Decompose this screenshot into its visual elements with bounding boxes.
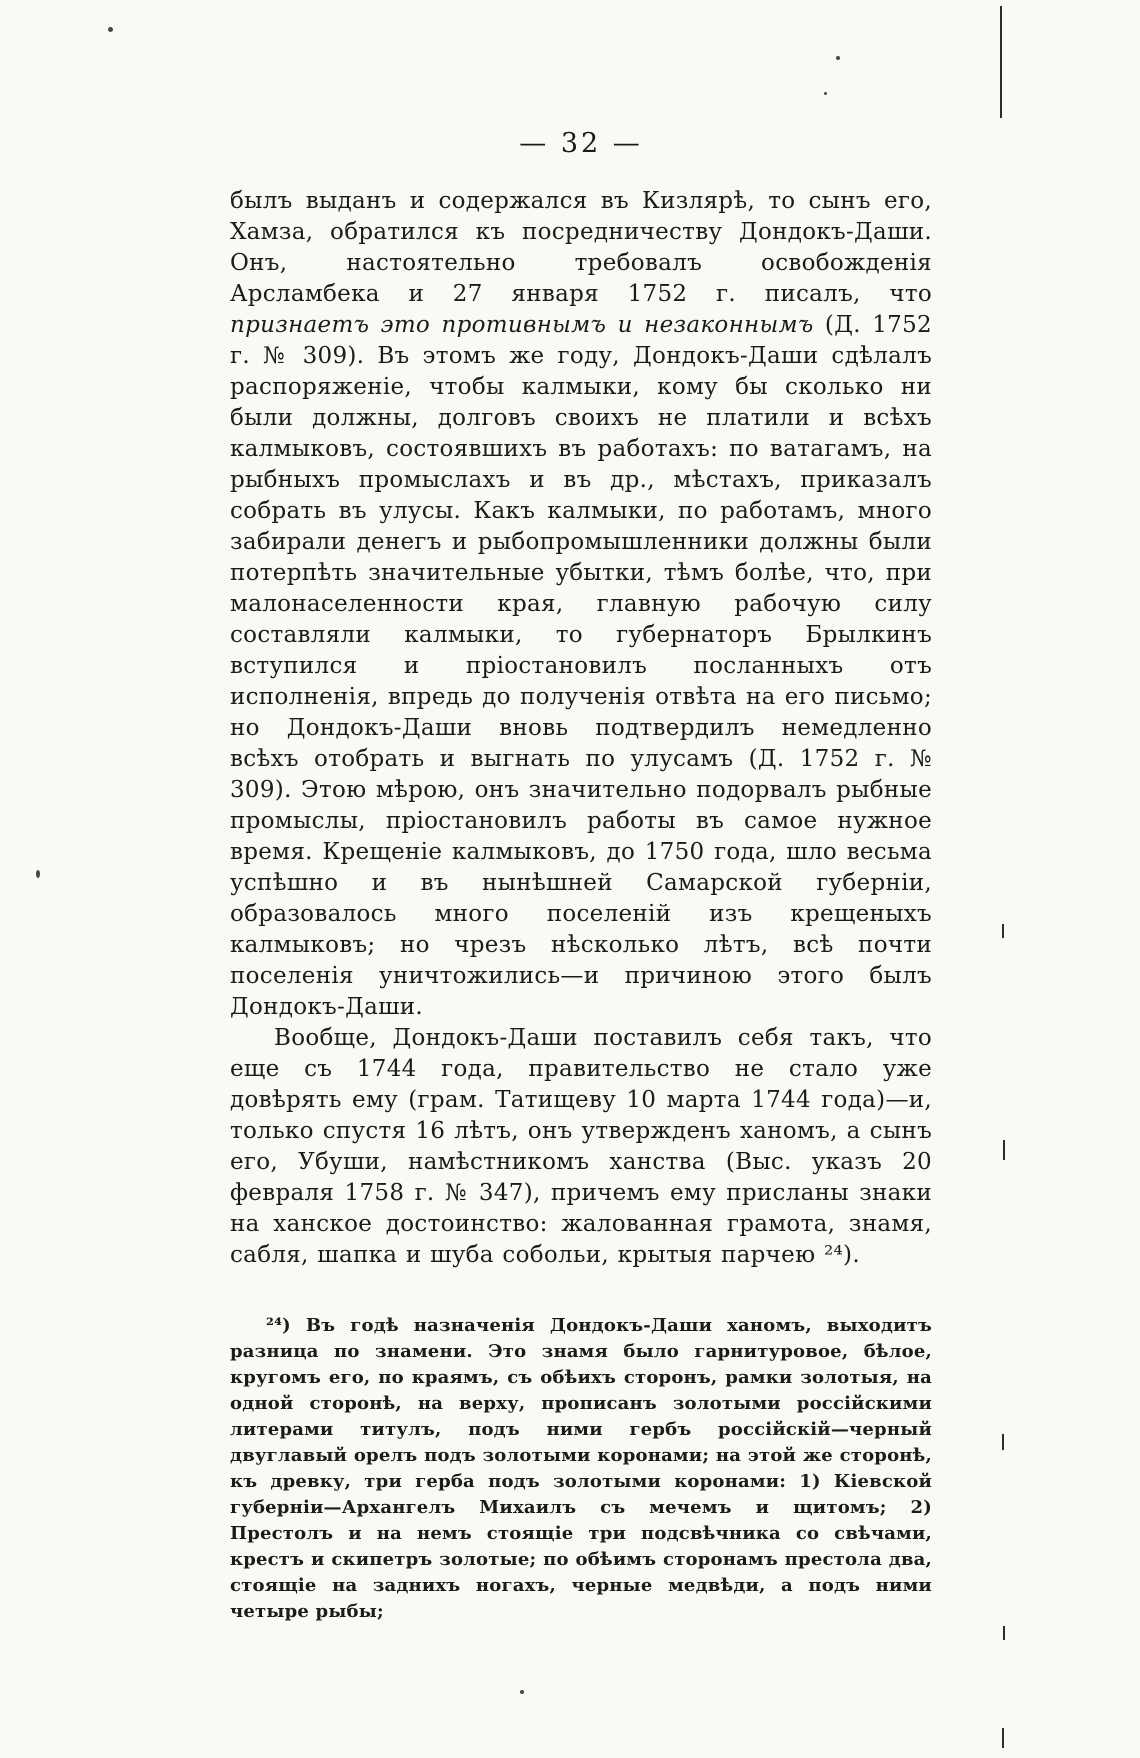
page-content xyxy=(230,186,932,1625)
footnote xyxy=(230,1313,932,1625)
scan-artifact-edge-tick xyxy=(1003,1626,1005,1640)
paragraph-1 xyxy=(230,186,932,1023)
scan-artifact-speck xyxy=(836,56,840,60)
footnote-block xyxy=(230,1313,932,1625)
page-number: — 32 — xyxy=(519,128,643,159)
paragraph-1-italic-phrase: признаетъ это противнымъ и незаконнымъ xyxy=(230,312,814,338)
scan-artifact-edge-tick xyxy=(1002,1434,1004,1450)
paragraph-1-text: былъ выданъ и содержался въ Кизлярѣ, то сынъ его, Хамза, обратился къ посредничеству Дондокъ-Даши. Онъ, настоятельно требовалъ освобожденія Арсламбека и 27 января 1752 г. писалъ, что xyxy=(230,188,932,307)
footnote-text: Въ годѣ назначенія Дондокъ-Даши ханомъ, выходитъ разница по знамени. Это знамя было гарнитуровое, бѣлое, кругомъ его, по краямъ, съ обѣихъ сторонъ, рамки золотыя, на одной сторонѣ, на верху, прописанъ золотыми россійскими литерами титулъ, подъ ними гербъ россійскій—черный двуглавый орелъ подъ золотыми коронами; на этой же сторонѣ, къ древку, три герба подъ золотыми коронами: 1) Кіевской губерніи—Архангелъ Михаилъ съ мечемъ и щитомъ; 2) Престолъ и на немъ стоящіе три подсвѣчника со свѣчами, крестъ и скипетръ золотые; по обѣимъ сторонамъ престола два, стоящіе на заднихъ ногахъ, черные медвѣди, а подъ ними четыре рыбы; xyxy=(230,1315,932,1622)
scan-artifact-edge-tick xyxy=(1002,1728,1004,1748)
scan-artifact-speck xyxy=(36,870,40,878)
main-text-block xyxy=(230,186,932,1271)
scan-artifact-speck xyxy=(108,27,113,32)
scan-artifact-edge-tick xyxy=(1003,1140,1005,1160)
scan-artifact-speck xyxy=(520,1690,524,1694)
scan-artifact-speck xyxy=(824,92,827,95)
footnote-marker: ²⁴) xyxy=(266,1315,291,1336)
paragraph-1-text-continued: (Д. 1752 г. № 309). Въ этомъ же году, Дондокъ-Даши сдѣлалъ распоряженіе, чтобы калмыки, кому бы сколько ни были должны, долговъ своихъ не платили и всѣхъ калмыковъ, состоявшихъ въ работахъ: по ватагамъ, на рыбныхъ промыслахъ и въ др., мѣстахъ, приказалъ собрать въ улусы. Какъ калмыки, по работамъ, много забирали денегъ и рыбопромышленники должны были потерпѣть значительные убытки, тѣмъ болѣе, что, при малонаселенности края, главную рабочую силу составляли калмыки, то губернаторъ Брылкинъ вступился и пріостановилъ посланныхъ отъ исполненія, впредь до полученія отвѣта на его письмо; но Дондокъ-Даши вновь подтвердилъ немедленно всѣхъ отобрать и выгнать по улусамъ (Д. 1752 г. № 309). Этою мѣрою, онъ значительно подорвалъ рыбные промыслы, пріостановилъ работы въ самое нужное время. Крещеніе калмыковъ, до 1750 года, шло весьма успѣшно и въ нынѣшней Самарской губерніи, образовалось много поселеній изъ крещеныхъ калмыковъ; но чрезъ нѣсколько лѣтъ, всѣ почти поселенія уничтожились—и причиною этого былъ Дондокъ-Даши. xyxy=(230,312,932,1020)
paragraph-2: Вообще, Дондокъ-Даши поставилъ себя такъ, что еще съ 1744 года, правительство не стало уже довѣрять ему (грам. Татищеву 10 марта 1744 года)—и, только спустя 16 лѣтъ, онъ утвержденъ ханомъ, а сынъ его, Убуши, намѣстникомъ ханства (Выс. указъ 20 февраля 1758 г. № 347), причемъ ему присланы знаки на ханское достоинство: жалованная грамота, знамя, сабля, шапка и шуба собольи, крытыя парчею ²⁴). xyxy=(230,1025,932,1268)
scan-artifact-edge-tick xyxy=(1002,924,1004,938)
scan-artifact-edge-line xyxy=(1000,6,1002,118)
